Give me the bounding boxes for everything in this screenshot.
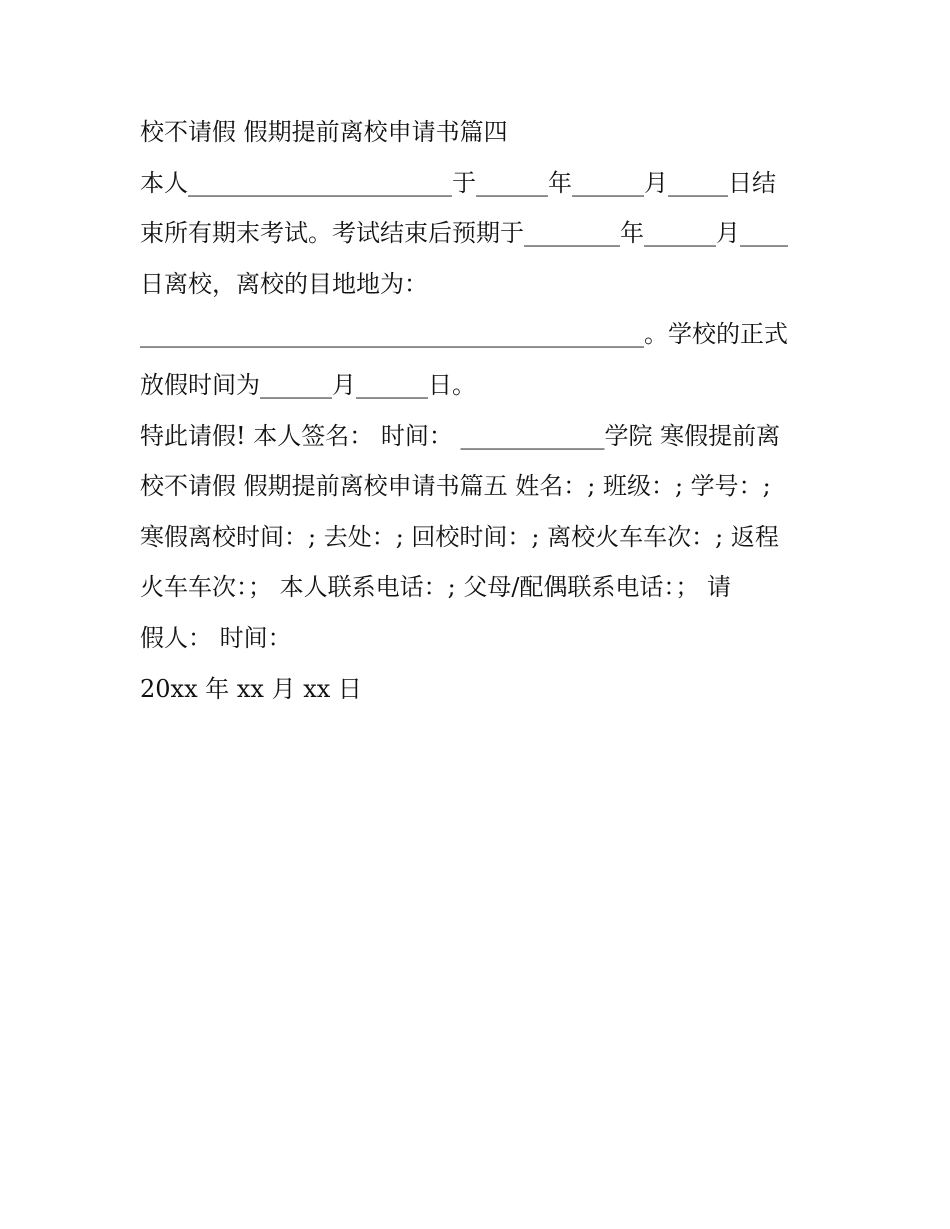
text-line: 特此请假! 本人签名： 时间： ____________学院 寒假提前离 bbox=[140, 421, 781, 450]
text-line: 放假时间为______月______日。 bbox=[140, 370, 476, 399]
text-line: 本人______________________于______年______月_____日结 bbox=[140, 168, 776, 197]
date-line: 20xx 年 xx 月 xx 日 bbox=[140, 674, 362, 703]
text-line: 假人： 时间： bbox=[140, 623, 292, 652]
text-line: 束所有期末考试。考试结束后预期于________年______月____ bbox=[140, 219, 788, 248]
text-line: 校不请假 假期提前离校申请书篇五 姓名：; 班级：; 学号：; bbox=[140, 472, 771, 501]
text-line: 火车车次：； 本人联系电话：; 父母/配偶联系电话：； 请 bbox=[140, 573, 732, 602]
text-line: 日离校，离校的目地地为： bbox=[140, 269, 428, 298]
document-body bbox=[140, 107, 820, 714]
text-line: 寒假离校时间：; 去处：; 回校时间：; 离校火车车次：; 返程 bbox=[140, 522, 779, 551]
text-line-title: 校不请假 假期提前离校申请书篇四 bbox=[140, 118, 508, 146]
text-line: __________________________________________。学校的正式 bbox=[140, 320, 788, 349]
